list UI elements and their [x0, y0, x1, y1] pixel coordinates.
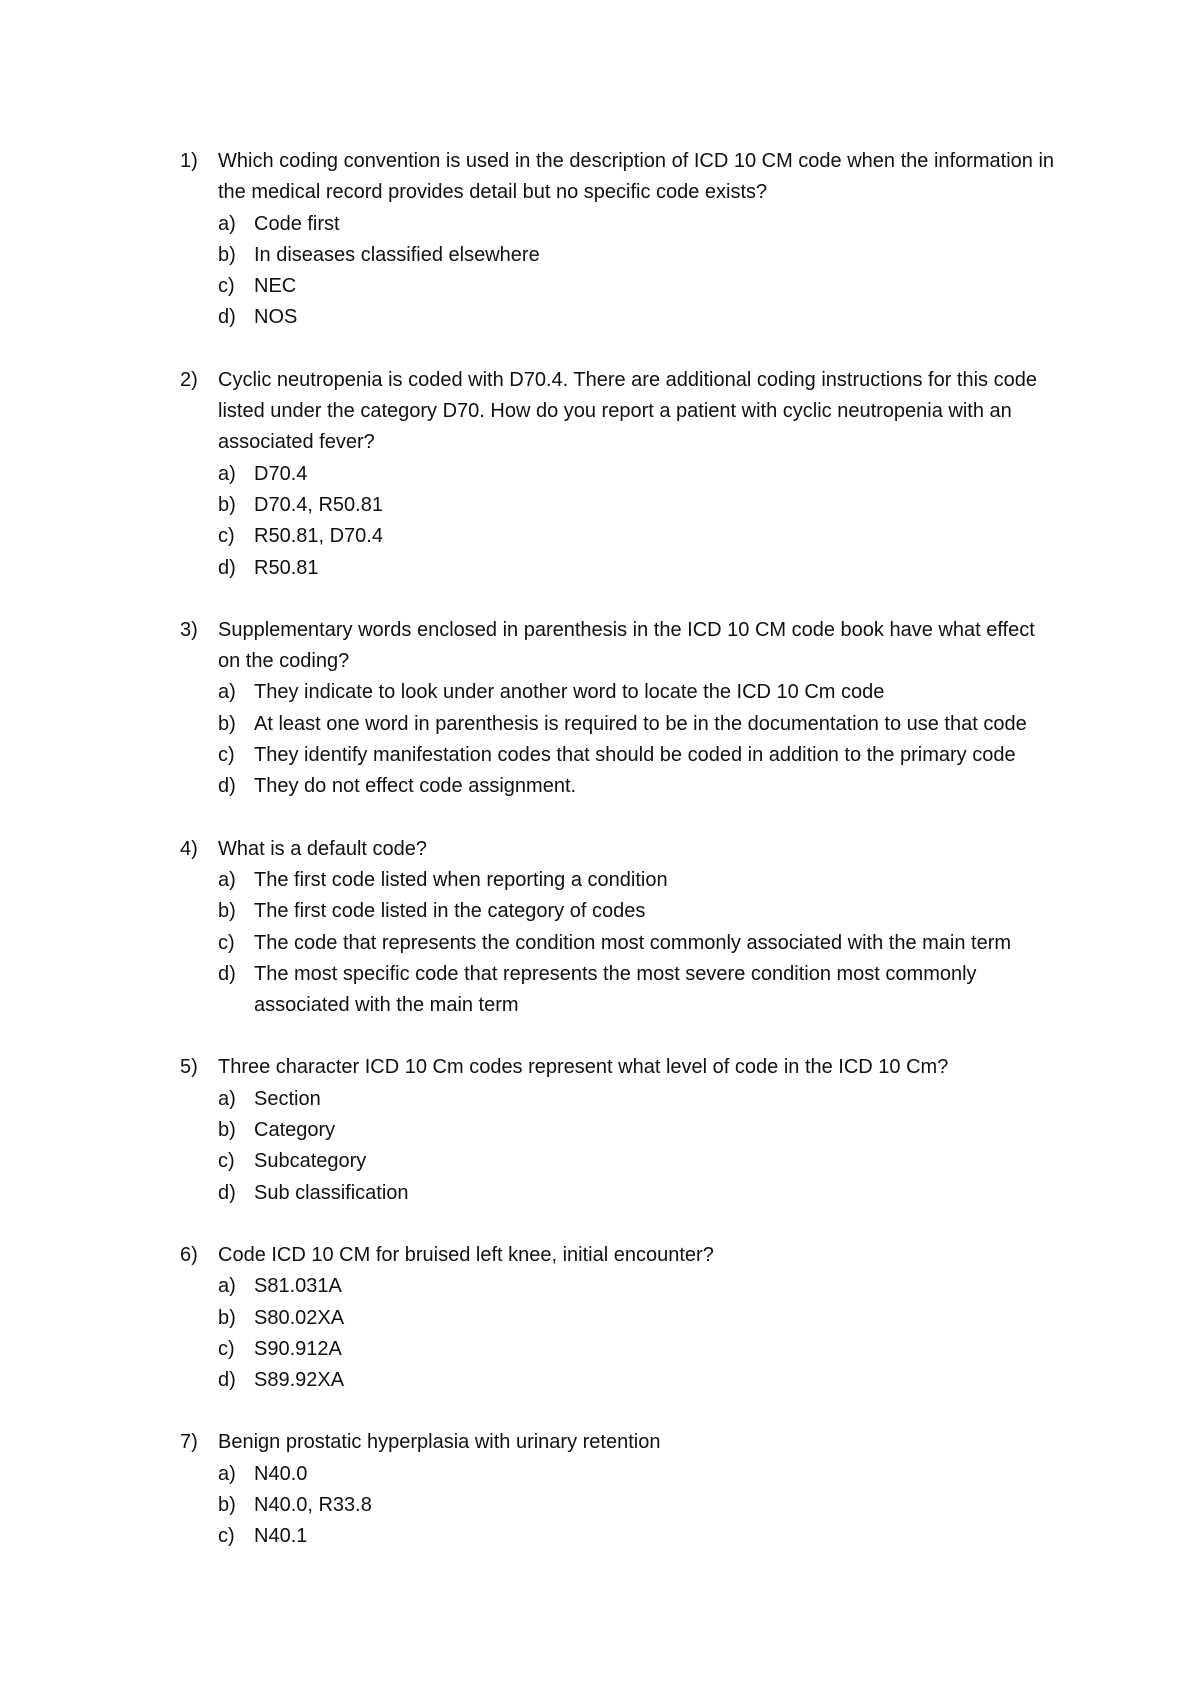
- option-letter: a): [218, 1087, 236, 1110]
- option-text: They indicate to look under another word to locate the ICD 10 Cm code: [254, 681, 885, 704]
- answer-options: [218, 1084, 1060, 1209]
- answer-option: [218, 1365, 1060, 1396]
- option-letter: c): [218, 1525, 235, 1548]
- answer-option: [218, 1303, 1060, 1334]
- answer-option: [218, 1521, 1060, 1552]
- answer-option: [218, 302, 1060, 333]
- option-letter: a): [218, 1462, 236, 1485]
- option-text: Section: [254, 1087, 321, 1110]
- option-letter: c): [218, 744, 235, 767]
- option-text: N40.0: [254, 1462, 308, 1485]
- answer-option: [218, 677, 1060, 708]
- answer-option: [218, 1178, 1060, 1209]
- question-text: Supplementary words enclosed in parenthesis in the ICD 10 CM code book have what effect on the coding?: [218, 618, 1035, 673]
- question-text: Which coding convention is used in the description of ICD 10 CM code when the information in the medical record provides detail but no specific code exists?: [218, 150, 1055, 204]
- option-letter: b): [218, 712, 236, 735]
- option-text: Subcategory: [254, 1150, 367, 1173]
- option-text: S80.02XA: [254, 1306, 345, 1329]
- option-letter: b): [218, 1306, 236, 1329]
- question-2: [180, 365, 1060, 584]
- question-text: Cyclic neutropenia is coded with D70.4. There are additional coding instructions for this code listed under the category D70. How do you report a patient with cyclic neutropenia with an associated fever?: [218, 368, 1037, 454]
- question-text: Code ICD 10 CM for bruised left knee, initial encounter?: [218, 1243, 714, 1266]
- option-letter: d): [218, 1369, 236, 1392]
- question-3: [180, 615, 1060, 803]
- answer-option: [218, 771, 1060, 802]
- question-number: 4): [180, 837, 198, 860]
- question-6: [180, 1240, 1060, 1396]
- question-text: What is a default code?: [218, 837, 428, 860]
- option-text: N40.0, R33.8: [254, 1493, 372, 1516]
- option-text: The code that represents the condition most commonly associated with the main term: [254, 931, 1012, 954]
- option-letter: d): [218, 962, 236, 985]
- answer-option: [218, 1146, 1060, 1177]
- option-text: S89.92XA: [254, 1369, 345, 1392]
- option-text: Sub classification: [254, 1181, 409, 1204]
- option-text: D70.4: [254, 462, 308, 485]
- answer-option: [218, 896, 1060, 927]
- option-letter: b): [218, 493, 236, 516]
- option-letter: c): [218, 931, 235, 954]
- question-number: 6): [180, 1243, 198, 1266]
- question-text: Benign prostatic hyperplasia with urinary retention: [218, 1431, 661, 1454]
- answer-option: [218, 1334, 1060, 1365]
- answer-options: [218, 459, 1060, 584]
- answer-option: [218, 271, 1060, 302]
- question-text: Three character ICD 10 Cm codes represent what level of code in the ICD 10 Cm?: [218, 1056, 949, 1079]
- option-text: The first code listed in the category of codes: [254, 900, 646, 923]
- option-text: NOS: [254, 306, 298, 329]
- option-letter: a): [218, 1275, 236, 1298]
- option-text: In diseases classified elsewhere: [254, 243, 540, 266]
- answer-option: [218, 521, 1060, 552]
- option-text: R50.81: [254, 556, 319, 579]
- option-letter: c): [218, 525, 235, 548]
- option-text: At least one word in parenthesis is required to be in the documentation to use that code: [254, 712, 1027, 735]
- answer-option: [218, 1084, 1060, 1115]
- answer-option: [218, 553, 1060, 584]
- question-7: [180, 1427, 1060, 1552]
- answer-option: [218, 1490, 1060, 1521]
- answer-option: [218, 740, 1060, 771]
- answer-option: [218, 709, 1060, 740]
- answer-options: [218, 209, 1060, 334]
- option-letter: a): [218, 462, 236, 485]
- option-text: They identify manifestation codes that should be coded in addition to the primary code: [254, 744, 1016, 767]
- question-4: [180, 834, 1060, 1022]
- question-list: [180, 146, 1060, 1584]
- option-letter: d): [218, 775, 236, 798]
- option-text: S81.031A: [254, 1275, 342, 1298]
- answer-options: [218, 1459, 1060, 1553]
- answer-option: [218, 490, 1060, 521]
- question-number: 3): [180, 618, 198, 641]
- option-letter: c): [218, 275, 235, 298]
- option-letter: b): [218, 900, 236, 923]
- answer-option: [218, 1115, 1060, 1146]
- answer-option: [218, 928, 1060, 959]
- answer-options: [218, 1271, 1060, 1396]
- answer-option: [218, 959, 1060, 1022]
- option-text: N40.1: [254, 1525, 308, 1548]
- question-number: 2): [180, 368, 198, 391]
- answer-option: [218, 459, 1060, 490]
- answer-option: [218, 240, 1060, 271]
- option-text: The first code listed when reporting a condition: [254, 868, 668, 891]
- option-letter: d): [218, 556, 236, 579]
- option-text: Category: [254, 1119, 336, 1142]
- answer-option: [218, 1271, 1060, 1302]
- answer-option: [218, 209, 1060, 240]
- option-text: NEC: [254, 275, 297, 298]
- question-number: 1): [180, 150, 198, 172]
- option-letter: b): [218, 1493, 236, 1516]
- option-letter: d): [218, 306, 236, 329]
- option-letter: a): [218, 212, 236, 235]
- question-number: 5): [180, 1056, 198, 1079]
- answer-option: [218, 865, 1060, 896]
- option-letter: a): [218, 681, 236, 704]
- option-letter: d): [218, 1181, 236, 1204]
- option-text: R50.81, D70.4: [254, 525, 383, 548]
- option-letter: c): [218, 1150, 235, 1173]
- option-text: S90.912A: [254, 1337, 342, 1360]
- option-letter: b): [218, 243, 236, 266]
- answer-options: [218, 865, 1060, 1021]
- answer-options: [218, 677, 1060, 802]
- option-text: D70.4, R50.81: [254, 493, 383, 516]
- option-letter: a): [218, 868, 236, 891]
- option-letter: c): [218, 1337, 235, 1360]
- option-text: Code first: [254, 212, 340, 235]
- option-text: The most specific code that represents the most severe condition most commonly associated with the main term: [254, 962, 977, 1017]
- question-number: 7): [180, 1431, 198, 1454]
- option-letter: b): [218, 1119, 236, 1142]
- question-5: [180, 1052, 1060, 1208]
- answer-option: [218, 1459, 1060, 1490]
- question-1: [180, 146, 1060, 334]
- option-text: They do not effect code assignment.: [254, 775, 577, 798]
